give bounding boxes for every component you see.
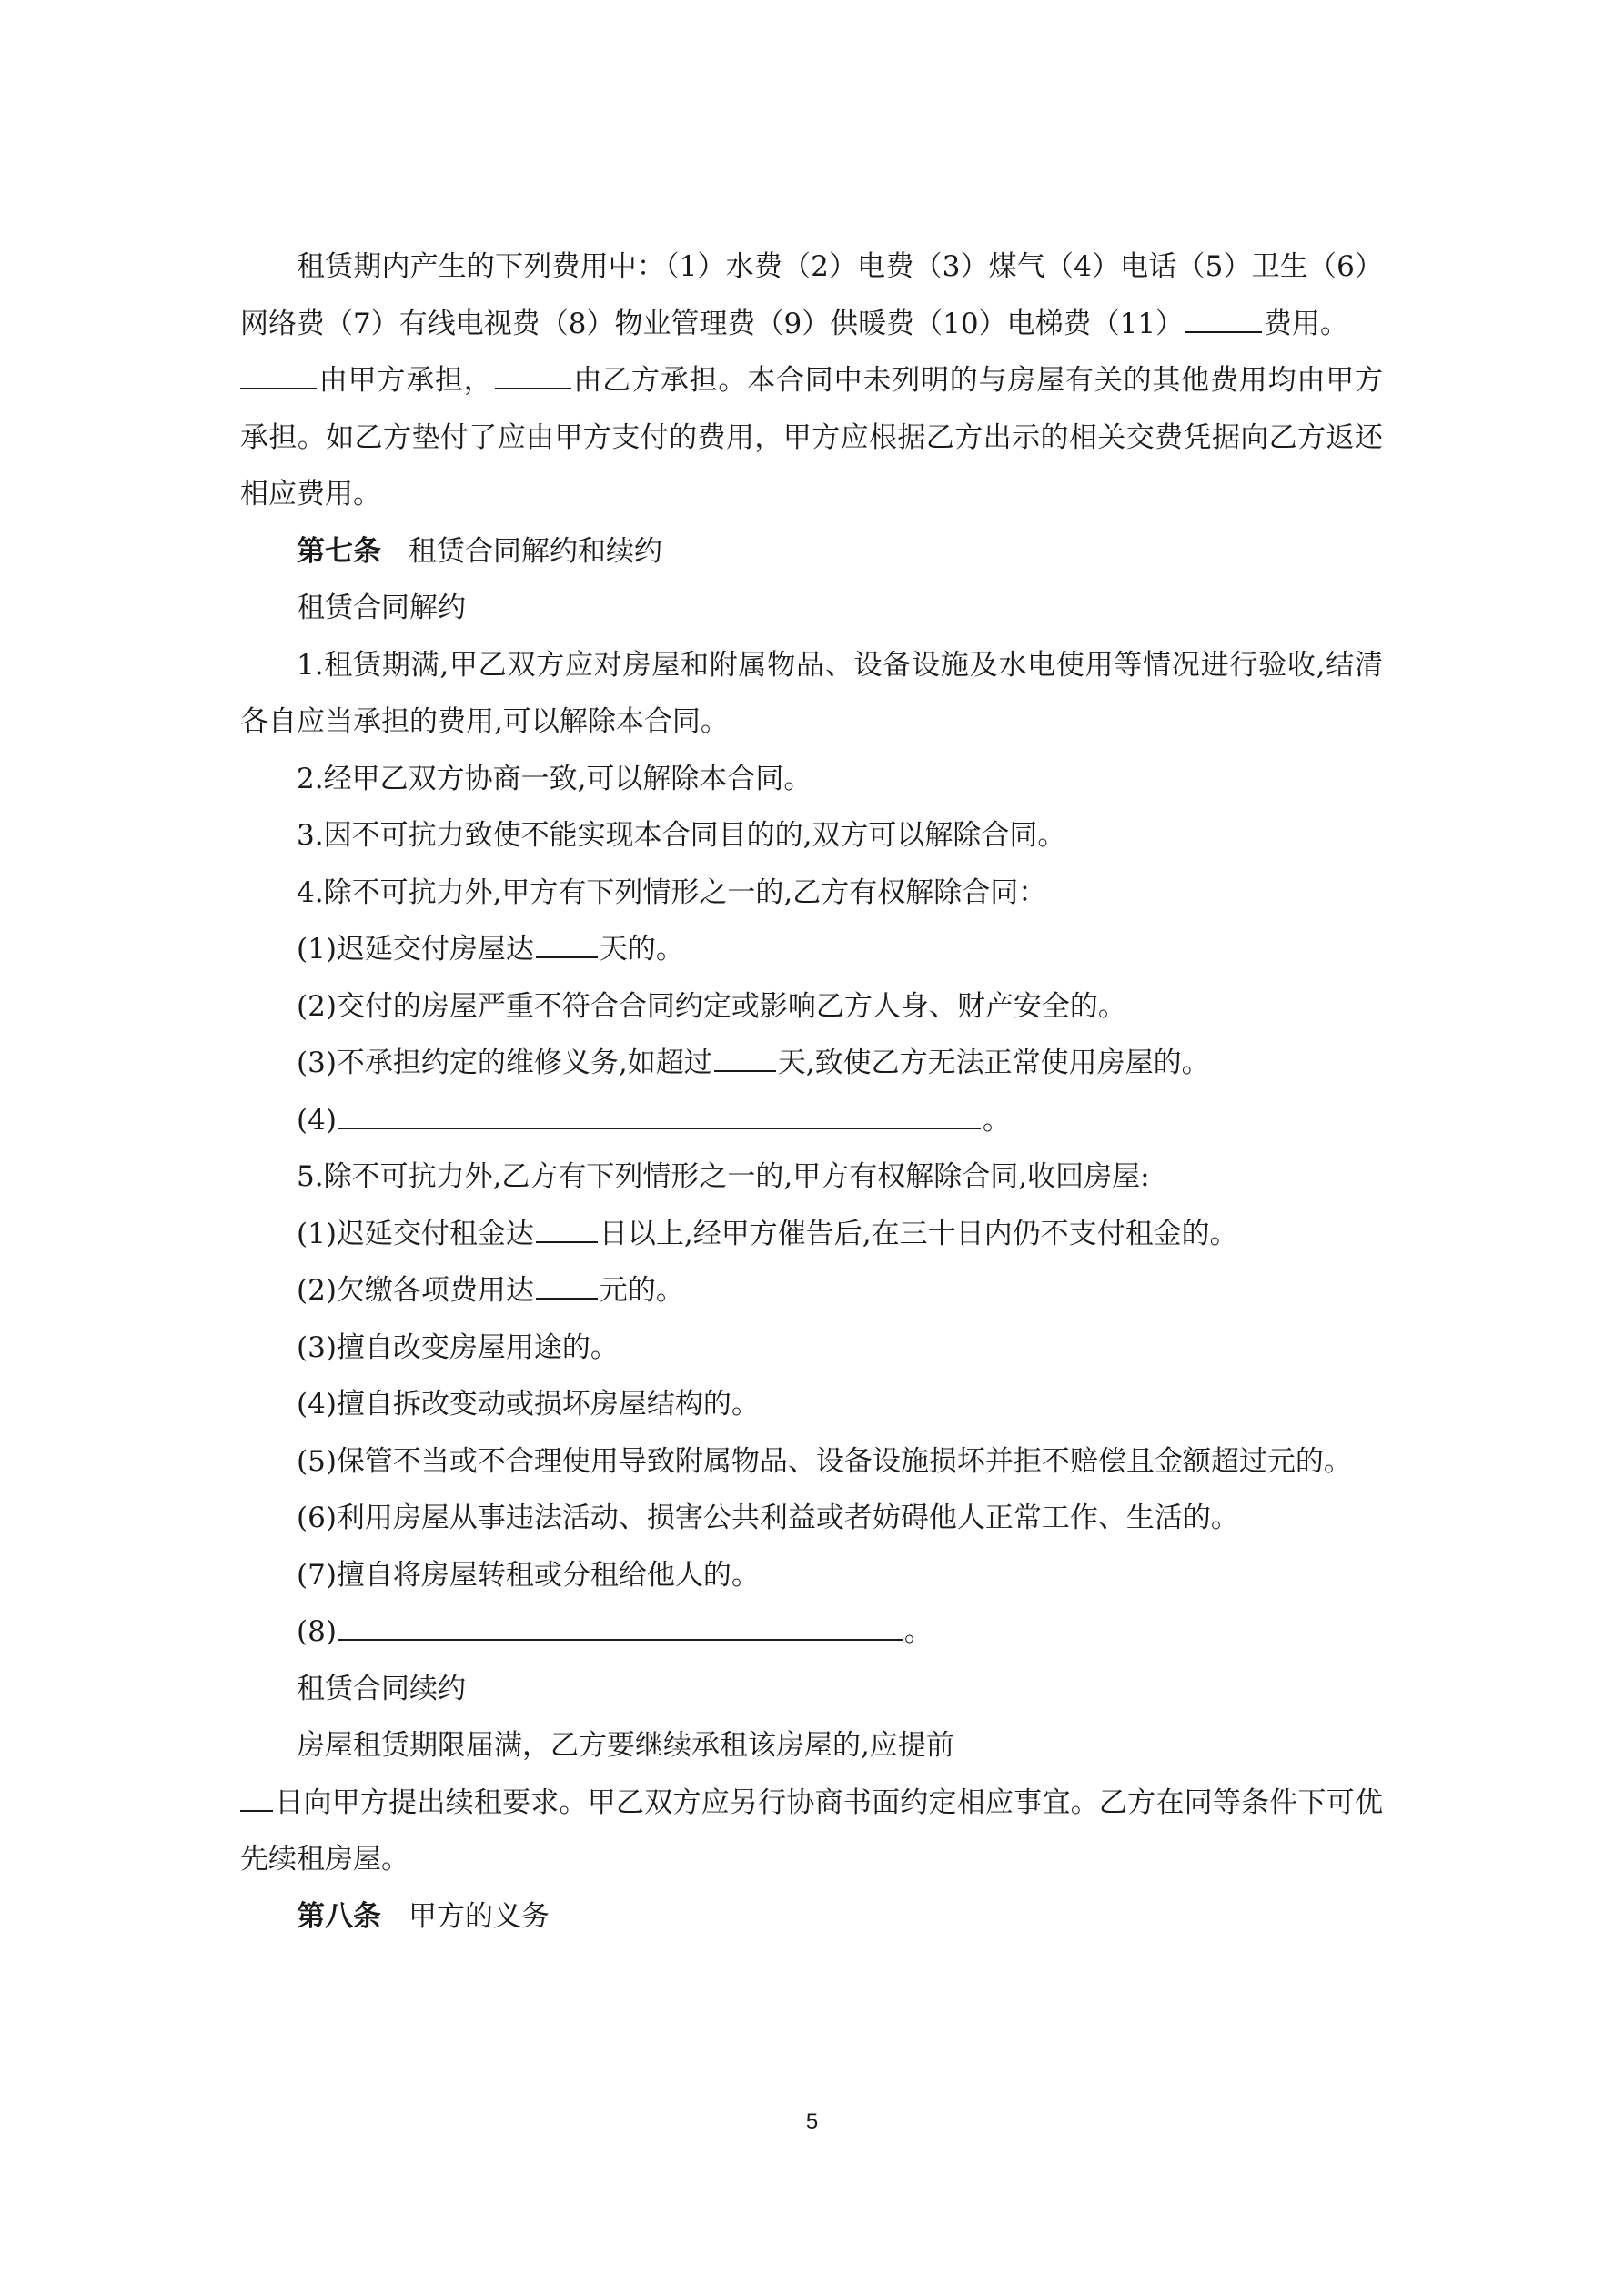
article-7-heading [240, 523, 1383, 581]
party-b-fee-blank [495, 362, 571, 389]
termination-item-5-7: (7)擅自将房屋转租或分租给他人的。 [297, 1558, 760, 1592]
article-8-number: 第八条 [297, 1899, 381, 1933]
delay-days-blank [536, 931, 598, 958]
item-4-1-suffix: 天的。 [599, 933, 684, 966]
page-number: 5 [805, 2109, 819, 2134]
party-a-fee-blank [240, 362, 317, 389]
article-8-title: 甲方的义务 [409, 1899, 550, 1933]
fees-list-text: 租赁期内产生的下列费用中：（1）水费（2）电费（3）煤气（4）电话（5）卫生（6）网络费（7）有线电视费（8）物业管理费（9）供暖费（10）电梯费（11） [240, 250, 1383, 340]
party-a-fee-text: 由甲方承担， [318, 364, 493, 397]
termination-item-5-5: (5)保管不当或不合理使用导致附属物品、设备设施损坏并拒不赔偿且金额超过元的。 [297, 1444, 1352, 1478]
item-5-8-blank [338, 1613, 903, 1641]
item-5-8-suffix: 。 [903, 1615, 933, 1648]
arrears-amount-blank [536, 1272, 598, 1300]
termination-item-5-2 [240, 1262, 1383, 1320]
item-4-1-text: (1)迟延交付房屋达 [297, 933, 534, 966]
renewal-text: 日向甲方提出续租要求。甲乙双方应另行协商书面约定相应事宜。乙方在同等条件下可优先续租房屋。 [240, 1785, 1383, 1876]
renewal-heading: 租赁合同续约 [297, 1672, 466, 1705]
article-8-heading [240, 1888, 1383, 1946]
article-7-number: 第七条 [297, 534, 381, 568]
fee-blank [1185, 306, 1262, 333]
termination-item-5-1 [240, 1206, 1383, 1263]
fees-allocation-paragraph [240, 352, 1383, 523]
item-4-4-label: (4) [297, 1103, 337, 1137]
renewal-days-blank [240, 1785, 273, 1812]
termination-heading: 租赁合同解约 [297, 592, 466, 624]
item-5-8-label: (8) [297, 1615, 337, 1648]
item-5-2-text: (2)欠缴各项费用达 [297, 1274, 534, 1307]
termination-item-1: 1.租赁期满,甲乙双方应对房屋和附属物品、设备设施及水电使用等情况进行验收,结清各自应当承担的费用,可以解除本合同。 [240, 648, 1384, 738]
fees-paragraph [240, 238, 1383, 352]
item-4-3-text: (3)不承担约定的维修义务,如超过 [297, 1047, 712, 1079]
termination-item-5-6: (6)利用房屋从事违法活动、损害公共利益或者妨碍他人正常工作、生活的。 [297, 1502, 1239, 1534]
termination-item-3: 3.因不可抗力致使不能实现本合同目的的,双方可以解除合同。 [297, 819, 1066, 852]
fees-suffix: 费用。 [1264, 307, 1349, 340]
termination-item-5: 5.除不可抗力外,乙方有下列情形之一的,甲方有权解除合同,收回房屋: [297, 1160, 1150, 1193]
renewal-text-line-1: 房屋租赁期限届满，乙方要继续承租该房屋的,应提前 [297, 1729, 954, 1762]
termination-item-4-4 [240, 1092, 1383, 1149]
document-body [240, 238, 1383, 1945]
termination-item-5-8 [240, 1603, 1383, 1661]
renewal-paragraph [240, 1775, 1383, 1888]
termination-item-5-4: (4)擅自拆改变动或损坏房屋结构的。 [297, 1388, 760, 1421]
termination-item-2: 2.经甲乙双方协商一致,可以解除本合同。 [297, 762, 812, 795]
termination-item-4: 4.除不可抗力外,甲方有下列情形之一的,乙方有权解除合同： [297, 875, 1047, 909]
article-7-title: 租赁合同解约和续约 [409, 534, 662, 568]
rent-delay-blank [536, 1216, 598, 1243]
termination-item-5-3: (3)擅自改变房屋用途的。 [297, 1330, 619, 1364]
item-4-4-blank [338, 1102, 981, 1129]
item-4-3-suffix: 天,致使乙方无法正常使用房屋的。 [777, 1047, 1210, 1079]
item-5-1-text: (1)迟延交付租金达 [297, 1217, 534, 1250]
termination-item-4-3 [240, 1035, 1383, 1092]
item-4-4-suffix: 。 [982, 1103, 1011, 1137]
party-b-fee-text: 由乙方承担。本合同中未列明的与房屋有关的其他费用均由甲方承担。如乙方垫付了应由甲方支付的费用，甲方应根据乙方出示的相关交费凭据向乙方返还相应费用。 [240, 364, 1384, 511]
termination-item-4-1 [240, 921, 1383, 978]
item-5-1-suffix: 日以上,经甲方催告后,在三十日内仍不支付租金的。 [599, 1217, 1238, 1250]
termination-item-4-2: (2)交付的房屋严重不符合合同约定或影响乙方人身、财产安全的。 [297, 989, 1126, 1023]
repair-days-blank [714, 1045, 776, 1072]
item-5-2-suffix: 元的。 [599, 1274, 684, 1307]
